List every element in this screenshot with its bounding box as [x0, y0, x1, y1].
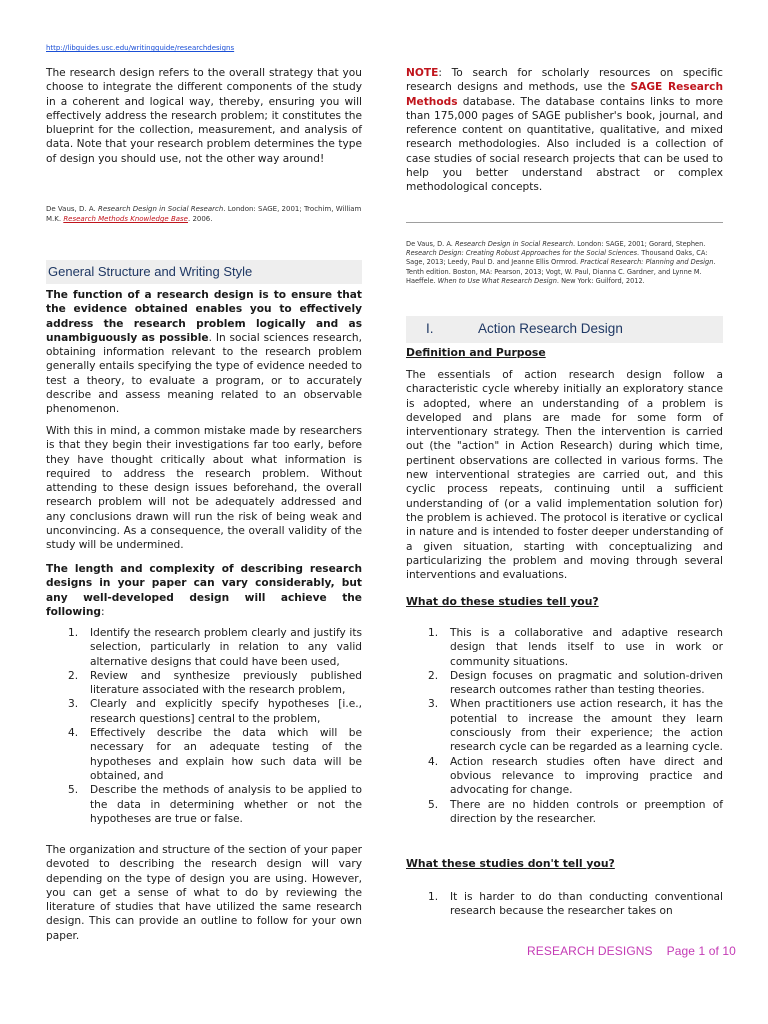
length-bold: The length and complexity of describing research designs in your paper can vary considerably, but any well-developed design will achieve the following [46, 563, 362, 618]
section-heading-box [46, 260, 362, 284]
list-item [46, 726, 362, 783]
divider [406, 222, 723, 223]
organization-paragraph: The organization and structure of the section of your paper devoted to describing the research design will vary depending on the type of design you are using. However, you can get a sense of what to do by reviewing the literature of studies that have utilized the same research design. This can provide an outline to follow for your own paper. [46, 844, 362, 942]
ref2-d: Research Design: Creating Robust Approaches for the Social Sciences [406, 249, 638, 258]
section-title-box [406, 316, 723, 343]
ref-author: De Vaus, D. A. [46, 205, 98, 213]
list-item [406, 890, 723, 919]
ref-mid: . London: SAGE, 2001; Trochim, William M.K. [46, 205, 362, 223]
ref2-i: . New York: Guilford, 2012. [556, 276, 645, 285]
note-label: NOTE [406, 67, 439, 79]
reference-left [46, 204, 362, 224]
list-text: Describe the methods of analysis to be applied to the data in determining whether or not the hypotheses are true or false. [90, 784, 362, 825]
function-bold: The function of a research design is to ensure that the evidence obtained enables you to effectively address the research problem logically and as unambiguously as possible [46, 289, 362, 344]
reference-right [406, 240, 723, 286]
ref2-h: When to Use What Research Design [437, 276, 557, 285]
list-number: 5. [68, 784, 79, 797]
research-methods-kb-link[interactable]: Research Methods Knowledge Base [63, 215, 188, 223]
list-text: Clearly and explicitly specify hypotheses [i.e., research questions] central to the problem, [90, 698, 362, 725]
list-number: 3. [68, 698, 79, 711]
mistake-paragraph: With this in mind, a common mistake made by researchers is that they begin their investigations far too early, before they have thought critically about what information is required to address the research problem. Without attending to these design issues beforehand, the overall research problem will not be adequately addressed and any conclusions drawn will run the risk of being weak and unconvincing. As a consequence, the overall validity of the study will be undermined. [46, 425, 362, 552]
ref2-f: Practical Research: Planning and Design [580, 258, 714, 267]
ref-suffix: . 2006. [188, 215, 213, 223]
list-number: 4. [428, 755, 439, 768]
list-number: 1. [428, 891, 439, 903]
intro-paragraph: The research design refers to the overall strategy that you choose to integrate the different components of the study in a coherent and logical way, thereby, ensuring you will effectively address the research problem; it constitutes the blueprint for the collection, measurement, and analysis of data. Note that your research problem determines the type of design you should use, not the other way around! [46, 67, 362, 165]
list-text: Identify the research problem clearly and justify its selection, particularly in relation to any valid alternative designs that could have been used, [90, 627, 362, 668]
list-item [46, 697, 362, 726]
ref2-c: . London: SAGE, 2001; Gorard, Stephen. [573, 240, 706, 248]
tell-list [406, 626, 723, 826]
function-paragraph [46, 288, 362, 417]
page-footer [527, 944, 736, 958]
ref2-b: Research Design in Social Research [454, 240, 574, 248]
page-number: Page 1 of 10 [666, 944, 736, 958]
list-item [406, 755, 723, 798]
list-number: 5. [428, 798, 439, 811]
list-text: Action research studies often have direct and obvious relevance to improving practice and advocating for change. [450, 755, 723, 797]
list-text: Effectively describe the data which will be necessary for an adequate testing of the hypotheses and explain how such data will be obtained, and [90, 727, 362, 782]
list-text: Review and synthesize previously published literature associated with the research problem, [90, 669, 362, 697]
list-text: This is a collaborative and adaptive research design that lends itself to use in work or community situations. [450, 627, 723, 668]
ref2-g: . Tenth edition. Boston, MA: Pearson, 2013; Vogt, W. Paul, Dianna C. Gardner, and Lynne M. Haeffele. [406, 258, 716, 285]
list-text: When practitioners use action research, it has the potential to increase the amount they learn consciously from their experience; the action research cycle can be regarded as a learning cycle. [450, 698, 723, 754]
ref2-a: De Vaus, D. A. [406, 240, 455, 248]
note-text-a: : To search for scholarly resources on specific research designs and methods, use the [406, 67, 723, 94]
footer-title: RESEARCH DESIGNS [527, 944, 653, 958]
length-paragraph [46, 562, 362, 619]
note-paragraph [406, 66, 723, 195]
list-text: There are no hidden controls or preemption of direction by the researcher. [450, 798, 723, 825]
ref2-e: . Thousand Oaks, CA: Sage, 2013; Leedy, Paul D. and Jeanne Ellis Ormrod. [406, 249, 708, 267]
design-goals-list [46, 626, 362, 826]
list-item [46, 783, 362, 826]
subheading-dont-tell: What these studies don't tell you? [406, 857, 615, 870]
subheading-tell: What do these studies tell you? [406, 595, 599, 608]
subheading-definition: Definition and Purpose [406, 346, 546, 359]
note-text-b: database. The database contains links to more than 175,000 pages of SAGE publisher's book, journal, and reference content on quantitative, qualitative, and mixed research methodologies. Also included is a collection of case studies of social research projects that can be used to help you better understand abstract or complex methodological concepts. [406, 95, 723, 194]
list-item [406, 669, 723, 698]
list-text: Design focuses on pragmatic and solution-driven research outcomes rather than testing theories. [450, 669, 723, 697]
dont-tell-list [406, 890, 723, 919]
list-number: 4. [68, 727, 79, 740]
list-item [406, 697, 723, 754]
section-title: Action Research Design [478, 321, 623, 336]
url-link[interactable]: http://libguides.usc.edu/writingguide/researchdesigns [46, 44, 235, 52]
ref-book-title: Research Design in Social Research [97, 205, 224, 213]
list-item [406, 626, 723, 669]
section-heading: General Structure and Writing Style [48, 264, 253, 279]
list-item [406, 798, 723, 827]
length-tail: : [100, 605, 105, 618]
list-number: 3. [428, 698, 439, 711]
list-item [46, 626, 362, 669]
section-number: I. [426, 321, 434, 336]
list-number: 2. [428, 669, 439, 682]
definition-paragraph: The essentials of action research design follow a characteristic cycle whereby initially an exploratory stance is adopted, where an understanding of a problem is developed and plans are made for some form of interventionary strategy. Then the intervention is carried out (the "action" in Action Research) during which time, pertinent observations are collected in various forms. The new interventional strategies are carried out, and this cyclic process repeats, continuing until a sufficient understanding of (or a valid implementation solution for) the problem is achieved. The protocol is iterative or cyclical in nature and is intended to foster deeper understanding of a given situation, starting with conceptualizing and particularizing the problem and moving through several interventions and evaluations. [406, 369, 723, 582]
sage-research-methods-link[interactable]: SAGE Research Methods [406, 81, 723, 108]
list-number: 1. [428, 627, 439, 639]
list-number: 2. [68, 669, 79, 682]
list-number: 1. [68, 627, 79, 639]
list-text: It is harder to do than conducting conventional research because the researcher takes on [450, 891, 723, 918]
list-item [46, 669, 362, 698]
function-rest: . In social sciences research, obtaining information relevant to the research problem generally entails specifying the type of evidence needed to test a theory, to evaluate a program, or to accurately describe and assess meaning related to an observable phenomenon. [46, 331, 362, 416]
